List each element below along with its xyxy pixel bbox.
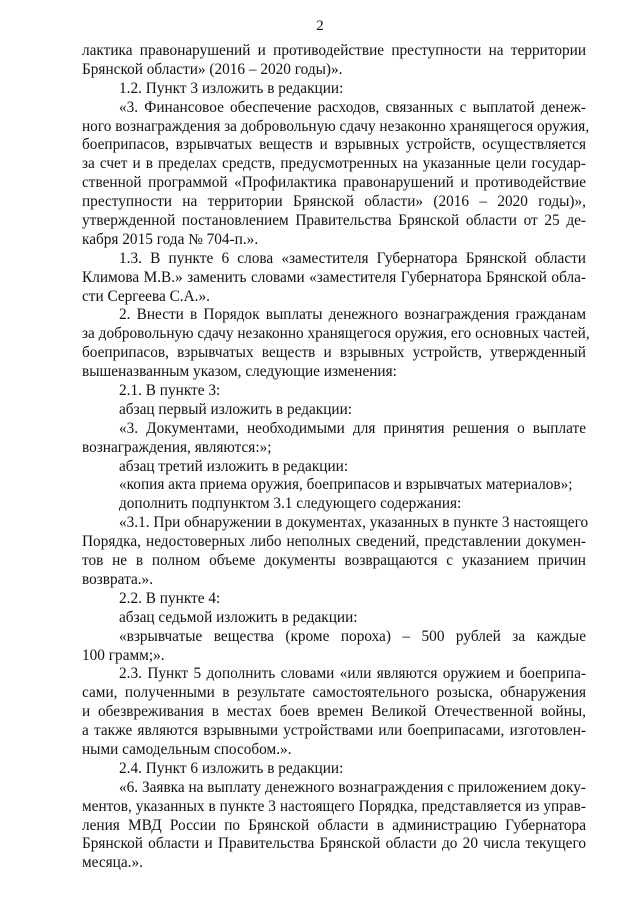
text-line: ными самодельным способом.».	[82, 740, 292, 758]
text-line: абзац седьмой изложить в редакции:	[119, 608, 358, 626]
text-line: Порядка, недостоверных либо неполных сведений, представлении докумен-	[82, 533, 586, 551]
text-line: а также являются взрывными устройствами или боеприпасами, изготовлен-	[82, 722, 586, 740]
text-line: ления МВД России по Брянской области в администрацию Губернатора	[82, 816, 586, 834]
text-line: преступности на территории Брянской области» (2016 – 2020 годы)»,	[82, 193, 586, 211]
text-line: Брянской области» (2016 – 2020 годы)».	[82, 60, 343, 78]
text-line: за добровольную сдачу незаконно хранящегося оружия, его основных частей,	[82, 325, 590, 343]
text-line: 100 грамм;».	[82, 646, 165, 664]
page-number: 2	[316, 18, 324, 34]
text-line: сами, полученными в результате самостоятельного розыска, обнаружения	[82, 684, 586, 702]
text-line: «3. Финансовое обеспечение расходов, связанных с выплатой денеж-	[119, 98, 586, 116]
text-line: 1.2. Пункт 3 изложить в редакции:	[119, 79, 344, 97]
text-line: «3.1. При обнаружении в документах, указанных в пункте 3 настоящего	[119, 514, 589, 532]
document-body	[82, 42, 590, 873]
text-line: кабря 2015 года № 704-п.».	[82, 230, 259, 248]
text-line: 2.1. В пункте 3:	[119, 382, 221, 400]
text-line: 1.3. В пункте 6 слова «заместителя Губернатора Брянской области	[119, 249, 586, 267]
text-line: 2.2. В пункте 4:	[119, 589, 221, 607]
text-line: 2. Внести в Порядок выплаты денежного вознаграждения гражданам	[119, 306, 586, 324]
text-line: за счет и в пределах средств, предусмотренных на указанные цели государ-	[82, 155, 586, 173]
text-line: ного вознаграждения за добровольную сдачу незаконно хранящегося оружия,	[82, 117, 590, 135]
text-line: «6. Заявка на выплату денежного вознаграждения с приложением доку-	[119, 778, 586, 796]
text-line: ментов, указанных в пункте 3 настоящего Порядка, представляется из управ-	[82, 797, 586, 815]
text-line: сти Сергеева С.А.».	[82, 287, 210, 305]
text-line: «3. Документами, необходимыми для принятия решения о выплате	[119, 419, 586, 437]
text-line: 2.4. Пункт 6 изложить в редакции:	[119, 759, 344, 777]
text-line: Брянской области и Правительства Брянской области до 20 числа текущего	[82, 835, 586, 853]
text-line: «копия акта приема оружия, боеприпасов и взрывчатых материалов»;	[119, 476, 573, 494]
text-line: ственной программой «Профилактика правонарушений и противодействие	[82, 174, 586, 192]
text-line: вознаграждения, являются:»;	[82, 438, 272, 456]
text-line: тов не в полном объеме документы возвращаются с указанием причин	[82, 552, 586, 570]
text-line: абзац третий изложить в редакции:	[119, 457, 349, 475]
text-line: боеприпасов, взрывчатых веществ и взрывных устройств, утвержденный	[82, 344, 586, 362]
text-line: вышеназванным указом, следующие изменения:	[82, 363, 397, 381]
text-line: Климова М.В.» заменить словами «заместителя Губернатора Брянской обла-	[82, 268, 586, 286]
text-line: возврата.».	[82, 570, 154, 588]
text-line: боеприпасов, взрывчатых веществ и взрывных устройств, осуществляется	[82, 136, 586, 154]
text-line: 2.3. Пункт 5 дополнить словами «или являются оружием и боеприпа-	[119, 665, 586, 683]
text-line: месяца.».	[82, 854, 143, 872]
text-line: абзац первый изложить в редакции:	[119, 400, 353, 418]
text-line: лактика правонарушений и противодействие преступности на территории	[82, 42, 586, 59]
text-line: утвержденной постановлением Правительства Брянской области от 25 де-	[82, 212, 586, 230]
text-line: «взрывчатые вещества (кроме пороха) – 500 рублей за каждые	[119, 627, 586, 645]
text-line: и обезвреживания в местах боев времен Великой Отечественной войны,	[82, 703, 586, 721]
text-line: дополнить подпунктом 3.1 следующего содержания:	[119, 495, 462, 513]
